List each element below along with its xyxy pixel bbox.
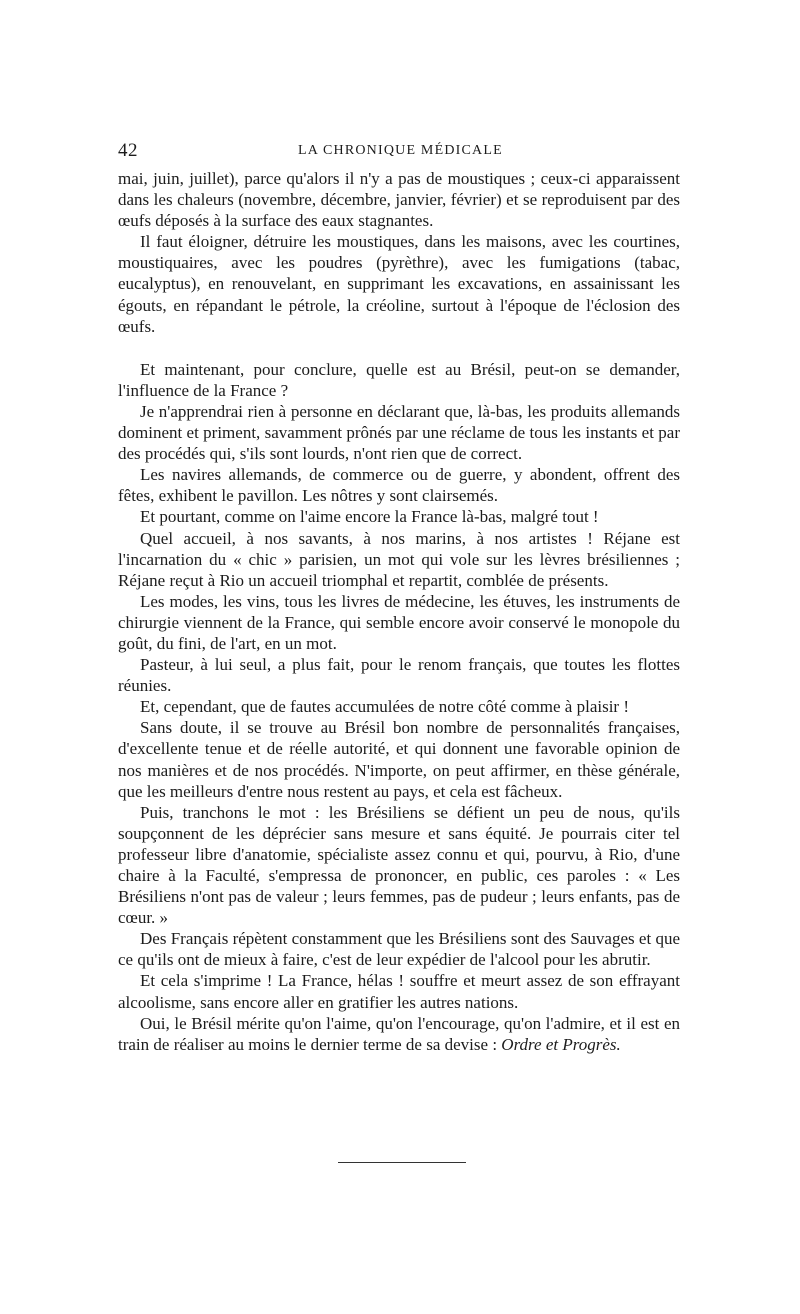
paragraph: Sans doute, il se trouve au Brésil bon nombre de personnalités françaises, d'excellente tenue et de réelle autorité, et qui donnent une favorable opinion de nos manières et de nos procédés. N'importe, on peut affirmer, en thèse générale, que les meilleurs d'entre nous restent au pays, et cela est fâcheux.	[118, 718, 680, 801]
paragraph: Et cela s'imprime ! La France, hélas ! souffre et meurt assez de son effrayant alcoolisme, sans encore aller en gratifier les autres nations.	[118, 971, 680, 1012]
article-body	[118, 168, 680, 1055]
page-number: 42	[118, 140, 138, 161]
page-header	[118, 140, 680, 164]
closing-rule	[338, 1162, 466, 1163]
paragraph: Il faut éloigner, détruire les moustiques, dans les maisons, avec les courtines, moustiquaires, avec les poudres (pyrèthre), avec les fumigations (tabac, eucalyptus), en renouvelant, en supprimant les excavations, en assainissant les égouts, en répandant le pétrole, la créoline, surtout à l'époque de l'éclosion des œufs.	[118, 232, 680, 336]
paragraph: Les modes, les vins, tous les livres de médecine, les étuves, les instruments de chirurgie viennent de la France, qui semble encore avoir conservé le monopole du goût, du fini, de l'art, en un mot.	[118, 591, 680, 653]
final-paragraph-text: Oui, le Brésil mérite qu'on l'aime, qu'on l'encourage, qu'on l'admire, et il est en train de réaliser au moins le dernier terme de sa devise :	[118, 1013, 680, 1054]
paragraph: Et, cependant, que de fautes accumulées de notre côté comme à plaisir !	[140, 697, 630, 717]
running-title: LA CHRONIQUE MÉDICALE	[298, 143, 503, 158]
paragraph: Je n'apprendrai rien à personne en déclarant que, là-bas, les produits allemands dominent et priment, savamment prônés par une réclame de tous les instants et par des procédés qui, s'ils sont lourds, n'ont rien que de correct.	[118, 401, 680, 464]
paragraph: Puis, tranchons le mot : les Brésiliens se défient un peu de nous, qu'ils soupçonnent de les déprécier sans mesure et sans équité. Je pourrais citer tel professeur libre d'anatomie, spécialiste assez connu et qui, pourvu, à Rio, d'une chaire à la Faculté, s'empressa de prononcer, en public, ces paroles : « Les Brésiliens n'ont pas de valeur ; leurs femmes, pas de pudeur ; leurs enfants, pas de cœur. »	[118, 802, 680, 928]
motto: Ordre et Progrès.	[501, 1034, 621, 1054]
paragraph: Des Français répètent constamment que les Brésiliens sont des Sauvages et que ce qu'ils ont de mieux à faire, c'est de leur expédier de l'alcool pour les abrutir.	[118, 929, 680, 970]
paragraph: Les navires allemands, de commerce ou de guerre, y abondent, offrent des fêtes, exhibent le pavillon. Les nôtres y sont clairsemés.	[118, 465, 680, 506]
paragraph: Et pourtant, comme on l'aime encore la France là-bas, malgré tout !	[140, 507, 599, 527]
paragraph: Quel accueil, à nos savants, à nos marins, à nos artistes ! Réjane est l'incarnation du « chic » parisien, un mot qui vole sur les lèvres brésiliennes ; Réjane reçut à Rio un accueil triomphal et repartit, comblée de présents.	[118, 528, 680, 590]
paragraph: Et maintenant, pour conclure, quelle est au Brésil, peut-on se demander, l'influence de la France ?	[118, 359, 680, 400]
final-paragraph	[118, 1013, 680, 1055]
paragraph: mai, juin, juillet), parce qu'alors il n'y a pas de moustiques ; ceux-ci apparaissent dans les chaleurs (novembre, décembre, janvier, février) et se reproduisent par des œufs déposés à la surface des eaux stagnantes.	[118, 169, 680, 231]
paragraph: Pasteur, à lui seul, a plus fait, pour le renom français, que toutes les flottes réunies.	[118, 655, 680, 696]
